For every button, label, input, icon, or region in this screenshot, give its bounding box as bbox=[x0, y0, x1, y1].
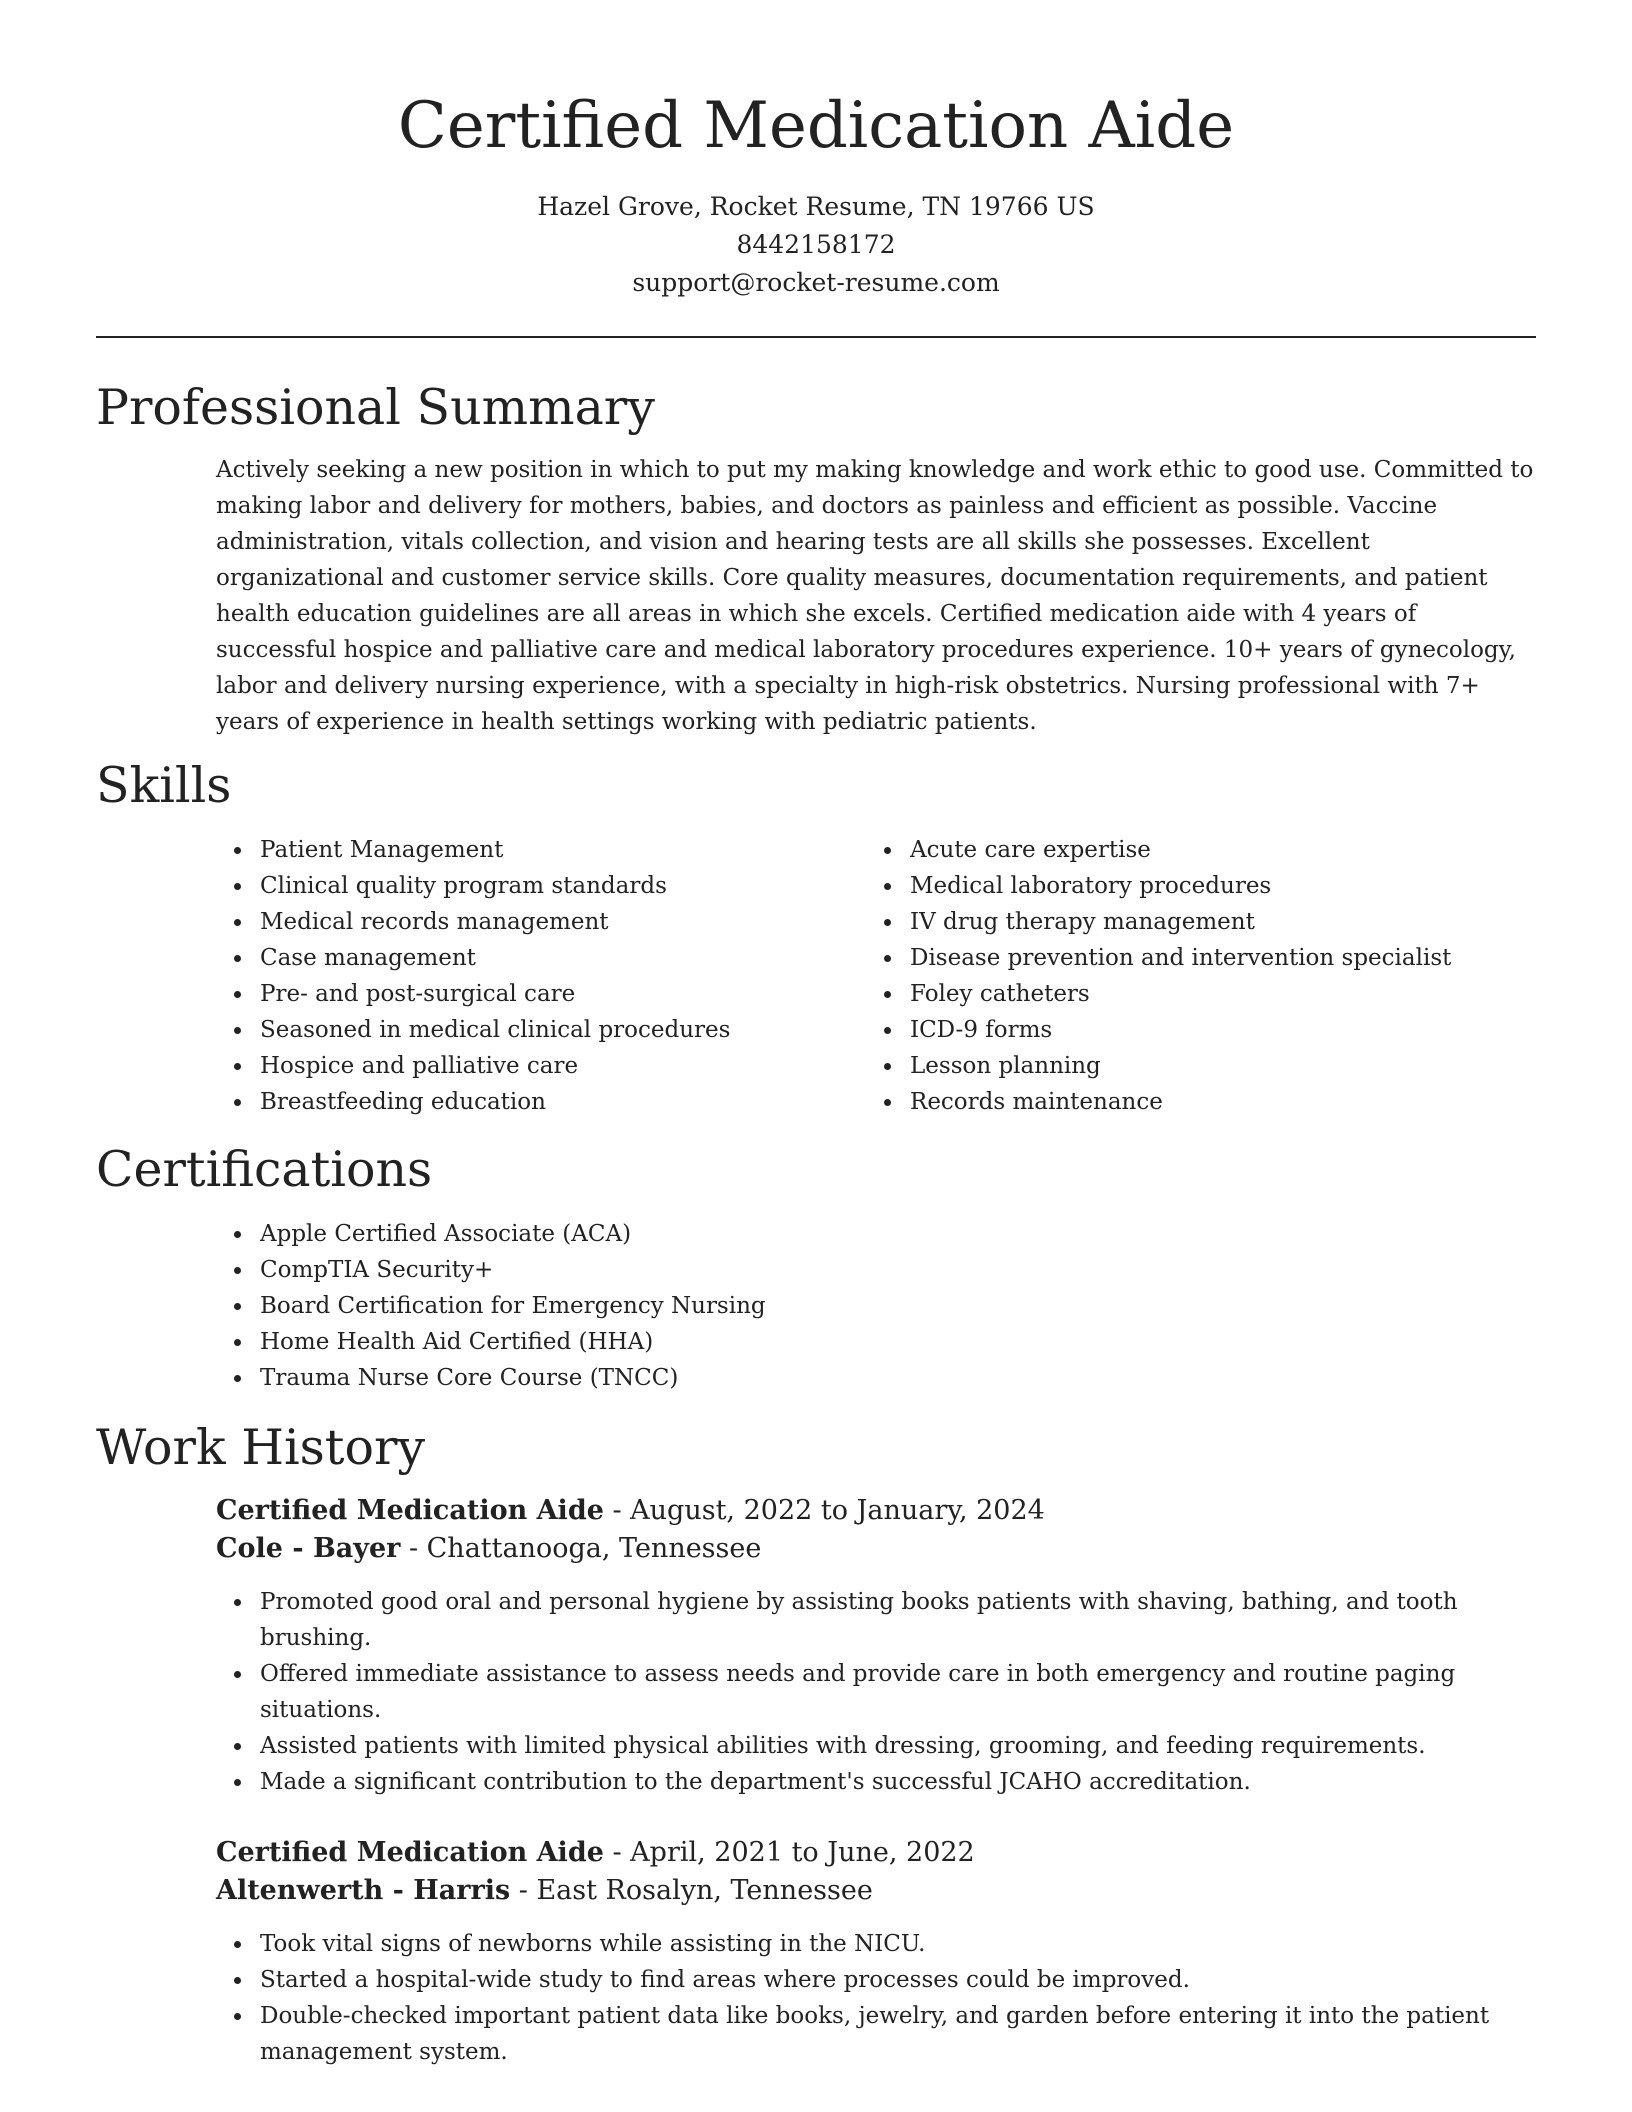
skill-item: Hospice and palliative care bbox=[260, 1048, 866, 1084]
skills-column-right bbox=[866, 832, 1516, 1120]
work-history-section bbox=[216, 1492, 1536, 2070]
skill-item: Lesson planning bbox=[910, 1048, 1516, 1084]
job-duty-item: Assisted patients with limited physical abilities with dressing, grooming, and feeding requirements. bbox=[260, 1728, 1536, 1764]
certifications-heading: Certifications bbox=[96, 1141, 433, 1198]
job-entry bbox=[216, 1834, 1536, 2070]
certification-item: Trauma Nurse Core Course (TNCC) bbox=[260, 1360, 1536, 1396]
job-role: Certified Medication Aide bbox=[216, 1495, 604, 1526]
job-title-line bbox=[216, 1834, 1536, 1872]
job-role: Certified Medication Aide bbox=[216, 1837, 604, 1868]
skills-list-right bbox=[866, 832, 1516, 1120]
job-entry bbox=[216, 1492, 1536, 1800]
skills-heading: Skills bbox=[96, 757, 232, 814]
job-duty-item: Offered immediate assistance to assess needs and provide care in both emergency and routine paging situations. bbox=[260, 1656, 1536, 1728]
summary-heading: Professional Summary bbox=[96, 379, 655, 436]
email: support@rocket-resume.com bbox=[632, 268, 1000, 297]
certifications-list bbox=[216, 1216, 1536, 1396]
job-duty-item: Double-checked important patient data like books, jewelry, and garden before entering it into the patient management system. bbox=[260, 1998, 1536, 2070]
skill-item: Foley catheters bbox=[910, 976, 1516, 1012]
skill-item: Breastfeeding education bbox=[260, 1084, 866, 1120]
skill-item: Acute care expertise bbox=[910, 832, 1516, 868]
skill-item: Medical laboratory procedures bbox=[910, 868, 1516, 904]
job-duty-item: Made a significant contribution to the department's successful JCAHO accreditation. bbox=[260, 1764, 1536, 1800]
job-duty-item: Promoted good oral and personal hygiene by assisting books patients with shaving, bathing, and tooth brushing. bbox=[260, 1584, 1536, 1656]
resume-header bbox=[96, 0, 1536, 302]
skill-item: Records maintenance bbox=[910, 1084, 1516, 1120]
work-history-heading: Work History bbox=[96, 1419, 426, 1476]
job-duties-list bbox=[216, 1584, 1536, 1800]
skill-item: Case management bbox=[260, 940, 866, 976]
job-location: - East Rosalyn, Tennessee bbox=[510, 1875, 873, 1906]
job-company: Altenwerth - Harris bbox=[216, 1875, 511, 1906]
skill-item: Clinical quality program standards bbox=[260, 868, 866, 904]
certifications-section bbox=[216, 1216, 1536, 1396]
summary-text: Actively seeking a new position in which to put my making knowledge and work ethic to good use. Committed to making labor and delivery for mothers, babies, and doctors as painless and efficient as possible. Vaccine administration, vitals collection, and vision and hearing tests are all skills she possesses. Excellent organizational and customer service skills. Core quality measures, documentation requirements, and patient health education guidelines are all areas in which she excels. Certified medication aide with 4 years of successful hospice and palliative care and medical laboratory procedures experience. 10+ years of gynecology, labor and delivery nursing experience, with a specialty in high-risk obstetrics. Nursing professional with 7+ years of experience in health settings working with pediatric patients. bbox=[216, 457, 1534, 735]
job-company-line bbox=[216, 1872, 1536, 1910]
job-dates: - August, 2022 to January, 2024 bbox=[603, 1495, 1045, 1526]
address: Hazel Grove, Rocket Resume, TN 19766 US bbox=[537, 192, 1095, 221]
skill-item: Medical records management bbox=[260, 904, 866, 940]
resume-page bbox=[96, 0, 1536, 2070]
job-dates: - April, 2021 to June, 2022 bbox=[603, 1837, 975, 1868]
certification-item: CompTIA Security+ bbox=[260, 1252, 1536, 1288]
job-location: - Chattanooga, Tennessee bbox=[400, 1533, 762, 1564]
job-title-line bbox=[216, 1492, 1536, 1530]
skills-column-left bbox=[216, 832, 866, 1120]
skill-item: Patient Management bbox=[260, 832, 866, 868]
skill-item: Disease prevention and intervention specialist bbox=[910, 940, 1516, 976]
skills-list-left bbox=[216, 832, 866, 1120]
skill-item: IV drug therapy management bbox=[910, 904, 1516, 940]
certification-item: Apple Certified Associate (ACA) bbox=[260, 1216, 1536, 1252]
job-duties-list bbox=[216, 1926, 1536, 2070]
phone: 8442158172 bbox=[736, 230, 896, 259]
skill-item: Seasoned in medical clinical procedures bbox=[260, 1012, 866, 1048]
skills-section bbox=[216, 832, 1536, 1120]
skill-item: ICD-9 forms bbox=[910, 1012, 1516, 1048]
candidate-name: Certified Medication Aide bbox=[397, 89, 1235, 163]
summary-section bbox=[216, 452, 1536, 740]
skill-item: Pre- and post-surgical care bbox=[260, 976, 866, 1012]
certification-item: Home Health Aid Certified (HHA) bbox=[260, 1324, 1536, 1360]
job-company-line bbox=[216, 1530, 1536, 1568]
header-divider bbox=[96, 336, 1536, 338]
certification-item: Board Certification for Emergency Nursing bbox=[260, 1288, 1536, 1324]
job-duty-item: Took vital signs of newborns while assisting in the NICU. bbox=[260, 1926, 1536, 1962]
job-duty-item: Started a hospital-wide study to find areas where processes could be improved. bbox=[260, 1962, 1536, 1998]
job-company: Cole - Bayer bbox=[216, 1533, 401, 1564]
